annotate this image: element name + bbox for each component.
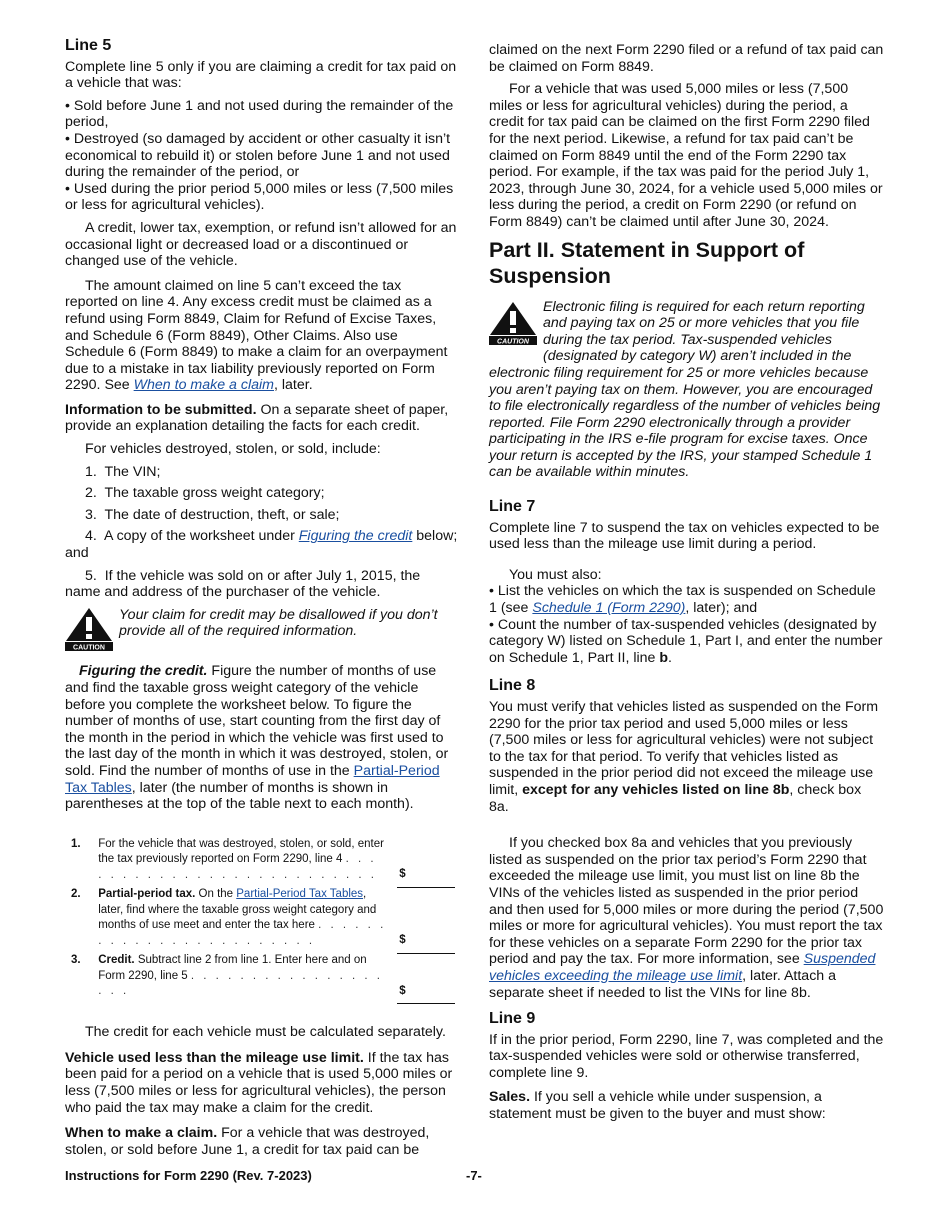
info-to-submit-paragraph: Information to be submitted. On a separate sheet of paper, provide an explanation detailing the facts for each credit. [65,401,449,435]
figuring-credit-link[interactable]: Figuring the credit [298,528,413,545]
line8-paragraph-2: If you checked box 8a and vehicles that you previously listed as suspended on the prior tax period’s Form 2290 that exceeded the mileage use limit, you must list on line 8b the VINs of the vehicles listed as suspended in the prior period and then used for 5,000 miles or more during the period (7,500 miles or more for agricultural vehicles). You must report the tax for these vehicles on a separate Form 2290 for the prior tax period and pay the tax. For more information, see Suspended vehicles exceeding the mileage use limit, later. Attach a separate sheet if needed to list the VINs for line 8b. [489,835,884,1001]
list-item: 1. The VIN; [85,463,161,480]
list-item: • Used during the prior period 5,000 miles or less (7,500 miles or less for agricultural vehicles). [65,180,454,214]
worksheet-tax-tables-link[interactable]: Partial-Period Tax Tables [236,888,364,901]
when-to-make-claim-link[interactable]: When to make a claim [133,377,274,394]
worksheet-line-3-amount[interactable]: $ [397,953,455,1004]
mileage-credit-paragraph: For a vehicle that was used 5,000 miles or less (7,500 miles or less for agricultural vehicles) during the period, a credit for tax paid can be claimed on the first Form 2290 filed for the next period. Likewise, a refund for tax paid can’t be claimed on Form 8849 until the end of the Form 2290 tax period. For example, if the tax was paid for the period July 1, 2023, through June 30, 2024, for a vehicle used 5,000 miles or less during the period, a credit on Form 2290 (or refund on Form 8849) can’t be claimed until after June 30, 2024. [489,81,883,230]
caution-icon [489,301,537,350]
worksheet-line-2-amount[interactable]: $ [397,887,455,953]
list-item: 4. A copy of the worksheet under Figuring the credit below; and [65,528,458,562]
svg-text:CAUTION: CAUTION [73,644,105,651]
mileage-limit-paragraph: Vehicle used less than the mileage use limit. If the tax has been paid for a period on a vehicle that is used 5,000 miles or less (7,500 miles or less for agricultural vehicles), the person who paid the tax may make a claim for the credit. [65,1049,453,1116]
line8-heading: Line 8 [489,677,536,695]
list-item: • Count the number of tax-suspended vehicles (designated by category W) listed on Schedule 1, Part I, and enter the number on Schedule 1, Part II, line b. [489,616,883,666]
list-item: 3. The date of destruction, theft, or sale; [85,506,340,523]
credit-separately-note: The credit for each vehicle must be calculated separately. [85,1024,446,1041]
list-item: • Destroyed (so damaged by accident or other casualty it isn’t economical to rebuild it) or stolen before June 1 and not used during the remainder of the period, or [65,130,451,181]
caution-text: Electronic filing is required for each return reporting and paying tax on 25 or more vehicles that you file during the tax period. Tax-suspended vehicles (designated by category W) aren’t included in the electronic filing requirement for 25 or more vehicles because you aren’t paying tax on them. However, you are encouraged to file electronically regardless of the number of vehicles being reported. File Form 2290 electronically through a provider participating in the IRS e-file program for excise taxes. Once your return is accepted by the IRS, your stamped Schedule 1 can be available within minutes. [489,298,881,481]
line8-text: You must verify that vehicles listed as suspended on the Form 2290 for the prior tax period and used 5,000 miles or less (7,500 miles or less for agricultural vehicles) were not subject to the tax for that period. To verify that vehicles listed as suspended in the prior period did not exceed the mileage use limit, except for any vehicles listed on line 8b, check box 8a. [489,699,879,815]
schedule1-link[interactable]: Schedule 1 (Form 2290) [532,600,686,617]
partial-period-tax-tables-link[interactable]: Partial-Period Tax Tables [65,762,440,796]
sales-paragraph: Sales. If you sell a vehicle while under suspension, a statement must be given to the buyer and must show: [489,1089,826,1123]
line7-text: Complete line 7 to suspend the tax on vehicles expected to be used less than the mileage use limit during a period. [489,519,880,553]
line5-intro: Complete line 5 only if you are claiming a credit for tax paid on a vehicle that was: [65,58,457,92]
caution-note-credit [65,607,458,656]
when-to-claim-paragraph: When to make a claim. For a vehicle that was destroyed, stolen, or sold before June 1, a credit for tax paid can be [65,1125,430,1158]
part2-heading: Part II. Statement in Support of Suspension [489,237,805,288]
include-lead: For vehicles destroyed, stolen, or sold, include: [85,441,381,458]
list-item: 5. If the vehicle was sold on or after July 1, 2015, the name and address of the purchaser of the vehicle. [65,567,421,601]
caution-icon [65,607,113,656]
caution-text: Your claim for credit may be disallowed if you don’t provide all of the required information. [119,606,438,640]
list-item: • List the vehicles on which the tax is suspended on Schedule 1 (see Schedule 1 (Form 2290), later); and [489,583,876,617]
svg-text:CAUTION: CAUTION [497,338,529,345]
right-column [489,42,884,1129]
list-item: • Sold before June 1 and not used during the remainder of the period, [65,97,454,131]
line5-heading: Line 5 [65,37,112,54]
footer-title: Instructions for Form 2290 (Rev. 7-2023) [65,1168,312,1183]
left-column [65,38,458,1164]
worksheet-line-1-amount[interactable]: $ [397,837,455,888]
line9-text: If in the prior period, Form 2290, line 7, was completed and the tax-suspended vehicles were sold or otherwise transferred, complete line 9. [489,1031,884,1081]
line5-bullet-list [65,98,458,214]
line7-heading: Line 7 [489,498,536,516]
suspended-vehicles-link[interactable]: Suspended vehicles exceeding the mileage use limit [489,951,876,984]
credit-worksheet [65,837,455,1005]
caution-note-efile [489,299,884,482]
lower-tax-paragraph: A credit, lower tax, exemption, or refund isn’t allowed for an occasional light or decreased load or a discontinued or changed use of the vehicle. [65,219,457,270]
line7-must: You must also: [509,566,602,583]
worksheet-row-1: 1. For the vehicle that was destroyed, stolen, or sold, enter the tax previously reported on Form 2290, line 4 . . . . . . . . . . . . . . . . . . . . . . . . . . $ [65,837,455,888]
amount-claimed-paragraph: The amount claimed on line 5 can’t exceed the tax reported on line 4. Any excess credit must be claimed as a refund using Form 8849, Claim for Refund of Excise Taxes, and Schedule 6 (Form 8849), Other Claims. Also use Schedule 6 (Form 8849) to make a claim for an overpayment due to a mistake in tax liability previously reported on Form 2290. See When to make a claim, later. [65,277,448,394]
line9-heading: Line 9 [489,1010,536,1028]
list-item: 2. The taxable gross weight category; [85,485,325,502]
figuring-credit-paragraph: Figuring the credit. Figure the number of months of use and find the taxable gross weight category of the vehicle before you complete the worksheet below. To figure the number of months of use, start counting from the first day of the month in the period in which the vehicle was first used to the last day of the month in which it was destroyed, stolen, or sold. Find the number of months of use in the Partial-Period Tax Tables, later (the number of months is shown in parentheses at the top of the table next to each month). [65,663,449,813]
page-number: -7- [466,1168,482,1183]
worksheet-row-3: 3. Credit. Subtract line 2 from line 1. Enter here and on Form 2290, line 5 . . . . . . . . . . . . . . . . . . . $ [65,953,455,1004]
continued-paragraph: claimed on the next Form 2290 filed or a refund of tax paid can be claimed on Form 8849. [489,42,884,75]
worksheet-row-2: 2. Partial-period tax. On the Partial-Period Tax Tables, later, find where the taxable gross weight category and months of use meet and enter the tax here . . . . . . . . . . . . . . . . . . . . . . . . $ [65,887,455,953]
